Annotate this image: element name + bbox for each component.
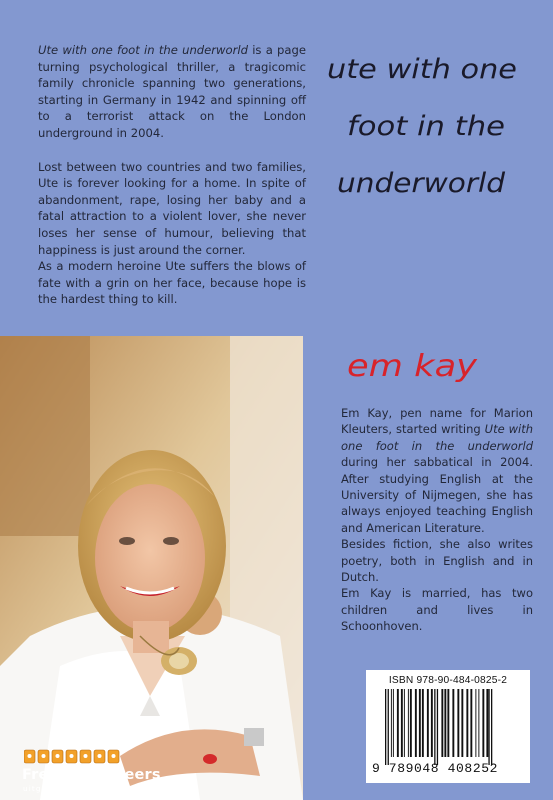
barcode-bar xyxy=(404,689,405,757)
barcode-bar xyxy=(391,689,392,757)
author-portrait-svg xyxy=(0,336,303,800)
book-title-inline: Ute with one foot in the underworld xyxy=(341,422,533,453)
author-bio xyxy=(341,405,533,635)
barcode-bar xyxy=(441,689,443,757)
barcode-bar xyxy=(410,689,412,757)
barcode-bar xyxy=(419,689,421,757)
author-photo xyxy=(0,336,303,800)
synopsis-paragraph-3: As a modern heroine Ute suffers the blows of fate with a grin on her face, because hope is the hardest thing to kill. xyxy=(38,259,306,307)
handwritten-title-svg xyxy=(325,50,525,210)
barcode-bar xyxy=(482,689,484,757)
barcode-bar xyxy=(427,689,429,757)
synopsis-paragraph-2: Lost between two countries and two families, Ute is forever looking for a home. In spite of abandonment, rape, losing her baby and a fatal attraction to a violent lover, she never loses her sense of humour, believing that happiness is just around the corner. xyxy=(38,159,306,257)
barcode-bar xyxy=(408,689,409,757)
barcode-bar xyxy=(415,689,417,757)
synopsis-blurb xyxy=(38,42,306,308)
musketeers-icon xyxy=(24,748,134,766)
barcode-guard-bar xyxy=(385,689,386,765)
barcode-bar xyxy=(461,689,463,757)
barcode-bar xyxy=(397,689,399,757)
barcode-guard-bar xyxy=(437,689,438,765)
barcode-bar xyxy=(457,689,459,757)
isbn-label: ISBN 978-90-484-0825-2 xyxy=(388,675,508,686)
barcode-bar xyxy=(486,689,488,757)
book-title-inline: Ute with one foot in the underworld xyxy=(38,43,248,57)
ean-digits: 9 789048 408252 xyxy=(372,761,499,776)
barcode-bar xyxy=(452,689,454,757)
barcode-guard-bar xyxy=(388,689,389,765)
barcode-bar xyxy=(470,689,472,757)
barcode-guard-bar xyxy=(491,689,492,765)
barcode-bar xyxy=(447,689,449,757)
bio-paragraph-3: Em Kay is married, has two children and lives in Schoonhoven. xyxy=(341,586,533,634)
barcode-bar xyxy=(478,689,479,757)
barcode-bar xyxy=(431,689,433,757)
isbn-barcode xyxy=(366,670,530,783)
title-line-3: underworld xyxy=(337,168,506,199)
barcode-bar xyxy=(475,689,476,757)
title-line-1: ute with one xyxy=(327,54,517,85)
barcode-bars xyxy=(381,689,519,765)
author-name-text: em kay xyxy=(347,349,479,384)
handwritten-author-name xyxy=(345,342,485,396)
barcode-bar xyxy=(422,689,424,757)
barcode-guard-bar xyxy=(434,689,435,765)
barcode-bar xyxy=(444,689,446,757)
barcode-bar xyxy=(401,689,403,757)
barcode-bar xyxy=(466,689,468,757)
title-line-2: foot in the xyxy=(347,111,505,142)
publisher-tagline: uitgeverij en producties xyxy=(23,784,137,793)
bio-paragraph-1: Em Kay, pen name for Marion Kleuters, started writing Ute with one foot in the underworld during her sabbatical in 2004. After studying English at the University of Nijmegen, she has always enjoyed teaching English and American Literature. xyxy=(341,406,533,535)
publisher-name: Free Musketeers xyxy=(22,767,161,783)
handwritten-title xyxy=(325,50,525,214)
synopsis-paragraph-1: Ute with one foot in the underworld is a page turning psychological thriller, a tragicomic family chronicle spanning two generations, starting in Germany in 1942 and spinning off to a terrorist attack on the London underground in 2004. xyxy=(38,43,306,140)
publisher-logo xyxy=(22,748,222,794)
barcode-bar xyxy=(393,689,394,757)
bio-paragraph-2: Besides fiction, she also writes poetry, both in English and in Dutch. xyxy=(341,537,533,585)
author-name-svg xyxy=(345,342,485,396)
barcode-guard-bar xyxy=(488,689,489,765)
